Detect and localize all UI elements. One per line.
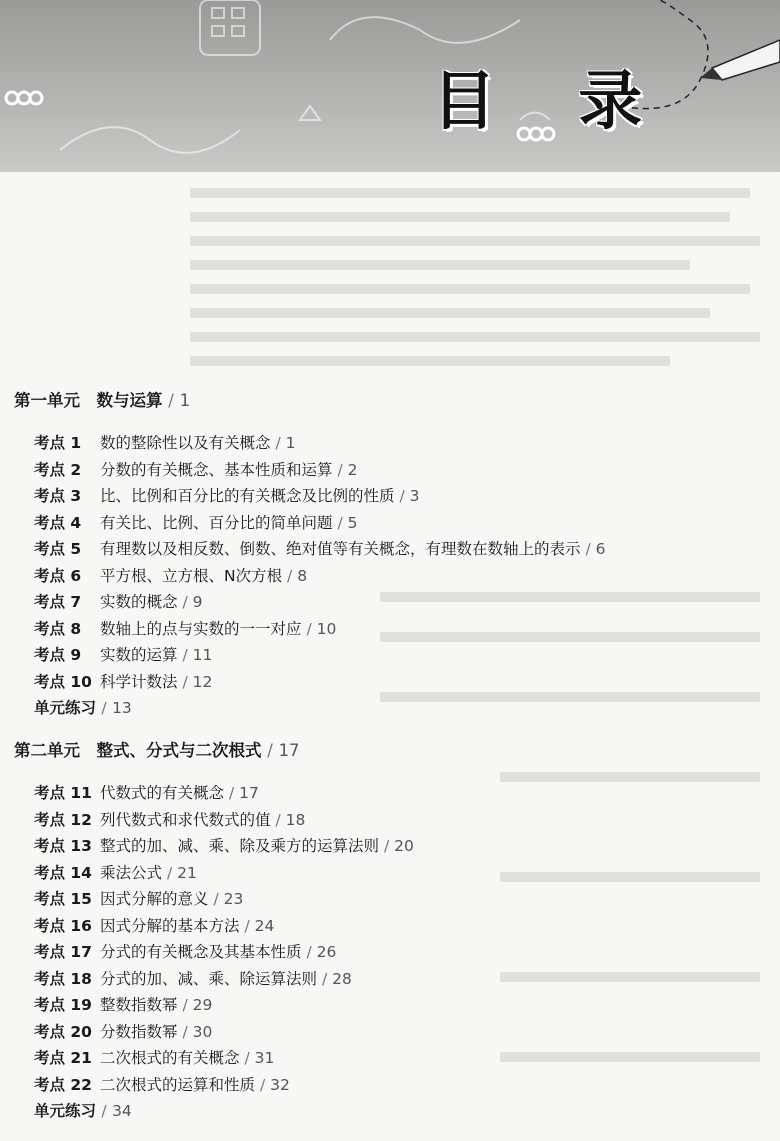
page-separator: / (287, 566, 293, 585)
toc-entry[interactable] (34, 914, 274, 936)
page-separator: / (383, 837, 390, 855)
page-separator: / (267, 741, 273, 760)
page-separator: / (306, 619, 312, 638)
page-separator: / (399, 487, 405, 505)
entry-title: 有关比、比例、百分比的简单问题 (100, 513, 333, 532)
entry-title: 数的整除性以及有关概念 (100, 434, 271, 452)
page-separator: / (213, 890, 219, 908)
entry-page: 32 (270, 1075, 290, 1094)
toc-entry[interactable] (34, 670, 212, 692)
entry-label: 考点 15 (34, 890, 92, 908)
entry-label: 考点 9 (34, 646, 82, 664)
page-separator: / (244, 916, 250, 935)
unit-page: 17 (278, 741, 300, 760)
entry-page: 28 (332, 969, 352, 988)
toc-entry[interactable] (34, 887, 243, 909)
unit-practice[interactable] (34, 696, 132, 718)
entry-page: 2 (347, 460, 358, 479)
unit-title: 第二单元 整式、分式与二次根式 (14, 741, 262, 760)
page-separator: / (321, 969, 328, 988)
toc-entry[interactable] (34, 808, 305, 830)
entry-title: 分数指数幂 (100, 1022, 178, 1041)
entry-page: 30 (192, 1022, 213, 1041)
entry-label: 考点 14 (34, 863, 92, 882)
entry-title: 二次根式的有关概念 (100, 1049, 240, 1067)
toc-entry[interactable] (34, 967, 352, 989)
entry-label: 考点 11 (34, 784, 92, 802)
entry-page: 6 (595, 540, 606, 558)
toc-entry[interactable] (34, 617, 336, 639)
entry-label: 考点 1 (34, 434, 82, 452)
entry-page: 29 (192, 996, 213, 1014)
page-separator: / (244, 1049, 250, 1067)
toc-entry[interactable] (34, 511, 358, 533)
page-separator: / (101, 1102, 107, 1120)
entry-page: 23 (223, 890, 244, 908)
toc-entry[interactable] (34, 940, 336, 962)
entry-title: 平方根、立方根、N次方根 (100, 566, 283, 585)
unit-title: 第一单元 数与运算 (14, 391, 163, 410)
unit-heading[interactable] (14, 737, 300, 761)
toc-entry[interactable] (34, 993, 212, 1015)
entry-title: 分数的有关概念、基本性质和运算 (100, 460, 333, 479)
page-separator: / (168, 391, 174, 410)
toc-entry[interactable] (34, 431, 296, 453)
practice-page: 34 (112, 1102, 132, 1120)
page-separator: / (585, 540, 591, 558)
entry-label: 考点 19 (34, 996, 92, 1014)
toc-entry[interactable] (34, 861, 197, 883)
page-separator: / (182, 646, 188, 664)
toc-entry[interactable] (34, 458, 358, 480)
page-separator: / (182, 672, 188, 691)
page-separator: / (275, 434, 281, 452)
entry-label: 考点 17 (34, 943, 92, 961)
page-separator: / (182, 996, 188, 1014)
unit-page: 1 (179, 391, 191, 410)
toc-entry[interactable] (34, 1046, 274, 1068)
entry-title: 数轴上的点与实数的一一对应 (100, 619, 302, 638)
entry-title: 因式分解的基本方法 (100, 916, 240, 935)
practice-label: 单元练习 (34, 1102, 97, 1120)
entry-page: 8 (297, 566, 308, 585)
entry-page: 12 (192, 672, 213, 691)
unit-heading[interactable] (14, 387, 190, 411)
toc-entry[interactable] (34, 834, 414, 856)
entry-title: 实数的概念 (100, 593, 178, 611)
toc-entry[interactable] (34, 781, 259, 803)
unit-practice[interactable] (34, 1099, 132, 1121)
page-separator: / (275, 810, 281, 829)
entry-page: 18 (285, 810, 306, 829)
page-separator: / (182, 1022, 188, 1041)
entry-label: 考点 16 (34, 916, 92, 935)
entry-label: 考点 21 (34, 1049, 92, 1067)
entry-title: 列代数式和求代数式的值 (100, 810, 271, 829)
page-separator: / (101, 699, 107, 717)
entry-label: 考点 2 (34, 460, 82, 479)
entry-title: 分式的有关概念及其基本性质 (100, 943, 302, 961)
entry-title: 比、比例和百分比的有关概念及比例的性质 (100, 487, 395, 505)
entry-title: 科学计数法 (100, 672, 178, 691)
entry-label: 考点 5 (34, 540, 82, 558)
entry-page: 17 (239, 784, 259, 802)
toc-entry[interactable] (34, 484, 420, 506)
entry-label: 考点 7 (34, 593, 82, 611)
toc-entry[interactable] (34, 564, 307, 586)
page-separator: / (259, 1075, 266, 1094)
entry-label: 考点 13 (34, 837, 92, 855)
entry-page: 21 (177, 863, 197, 882)
entry-page: 10 (316, 619, 337, 638)
entry-label: 考点 4 (34, 513, 82, 532)
entry-label: 考点 10 (34, 672, 92, 691)
practice-label: 单元练习 (34, 699, 97, 717)
entry-page: 20 (394, 837, 414, 855)
entry-title: 乘法公式 (100, 863, 163, 882)
entry-page: 1 (285, 434, 296, 452)
entry-page: 11 (192, 646, 213, 664)
entry-label: 考点 8 (34, 619, 82, 638)
entry-title: 有理数以及相反数、倒数、绝对值等有关概念，有理数在数轴上的表示 (100, 540, 581, 558)
entry-title: 二次根式的运算和性质 (100, 1075, 256, 1094)
entry-title: 整式的加、减、乘、除及乘方的运算法则 (100, 837, 380, 855)
toc-entry[interactable] (34, 643, 212, 665)
entry-page: 24 (254, 916, 275, 935)
entry-label: 考点 18 (34, 969, 92, 988)
entry-label: 考点 6 (34, 566, 82, 585)
page-separator: / (166, 863, 173, 882)
page-separator: / (337, 460, 343, 479)
entry-page: 3 (409, 487, 420, 505)
entry-page: 31 (254, 1049, 275, 1067)
entry-title: 分式的加、减、乘、除运算法则 (100, 969, 318, 988)
entry-label: 考点 12 (34, 810, 92, 829)
entry-title: 因式分解的意义 (100, 890, 209, 908)
entry-page: 26 (316, 943, 337, 961)
entry-title: 实数的运算 (100, 646, 178, 664)
page-separator: / (228, 784, 235, 802)
entry-label: 考点 3 (34, 487, 82, 505)
toc-entry[interactable] (34, 1020, 212, 1042)
toc-entry[interactable] (34, 590, 203, 612)
page-separator: / (182, 593, 188, 611)
entry-page: 9 (192, 593, 203, 611)
entry-page: 5 (347, 513, 358, 532)
entry-label: 考点 22 (34, 1075, 92, 1094)
toc-entry[interactable] (34, 1073, 290, 1095)
practice-page: 13 (112, 699, 132, 717)
toc-entry[interactable] (34, 537, 606, 559)
page-separator: / (306, 943, 312, 961)
entry-title: 整数指数幂 (100, 996, 178, 1014)
entry-label: 考点 20 (34, 1022, 92, 1041)
entry-title: 代数式的有关概念 (100, 784, 225, 802)
page-title: 目 录 (432, 65, 673, 139)
page-separator: / (337, 513, 343, 532)
